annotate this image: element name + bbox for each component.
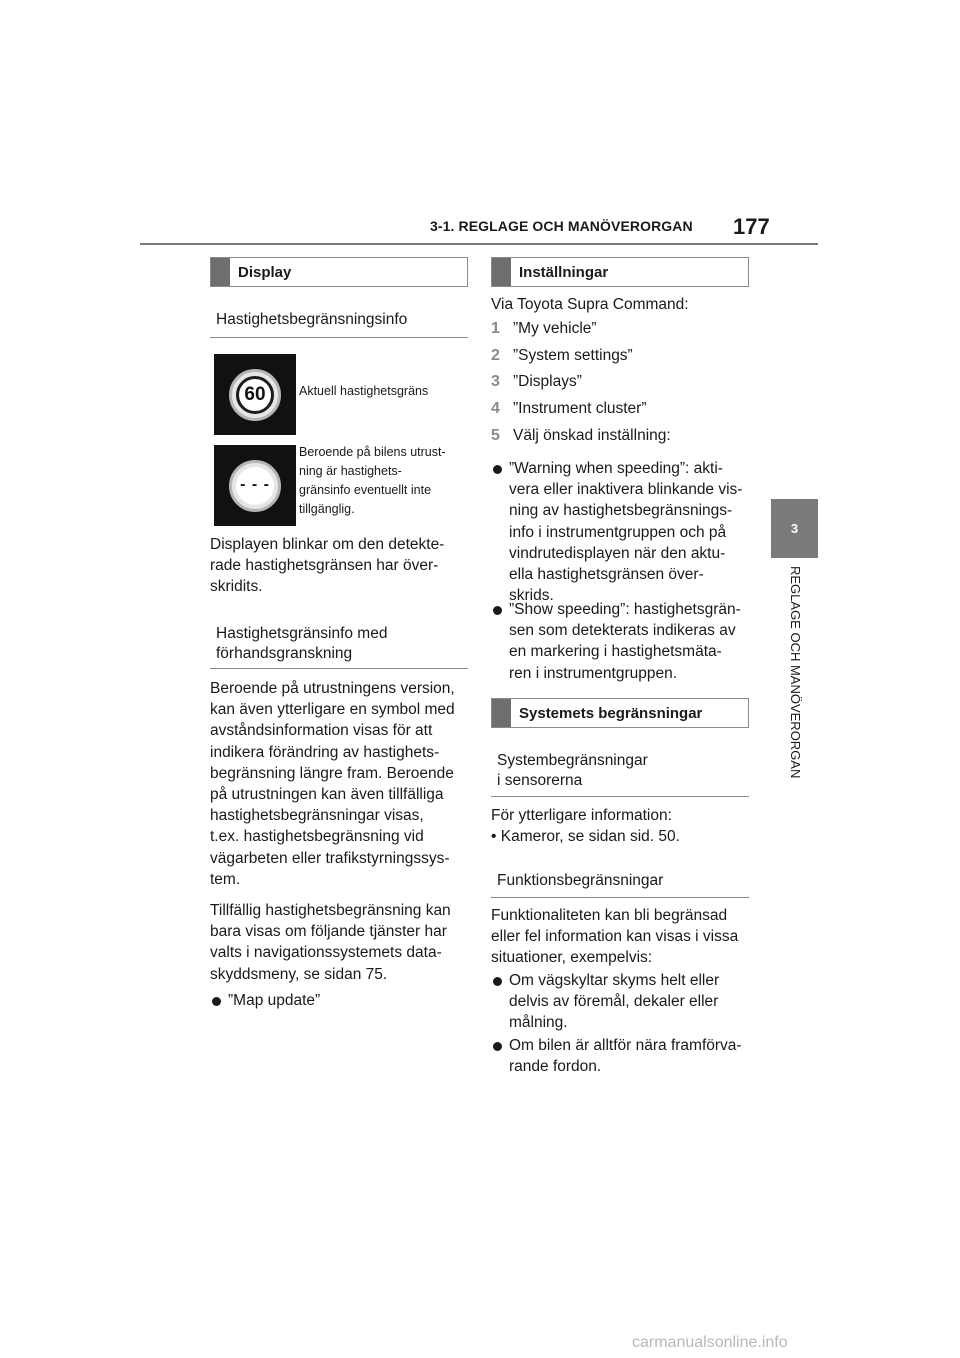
bullet-icon <box>493 465 502 474</box>
no-limit-image <box>214 445 296 526</box>
image-caption-unavailable: Beroende på bilens utrust- ning är hastighets- gränsinfo eventuellt inte tillgänglig. <box>299 445 446 516</box>
subheading-function-limits: Funktionsbegränsningar <box>491 871 749 898</box>
bullet-warning-speeding: ”Warning when speeding”: akti- vera eller inaktivera blinkande vis- ning av hastighetsbegränsnings- info i instrumentgruppen och på vindrutedisplayen när den aktu- ella hastighetsgränsen över- skrids. <box>509 460 743 605</box>
step-item: 1 ”My vehicle” <box>491 320 597 337</box>
camera-reference: • Kameror, se sidan sid. 50. <box>491 828 680 845</box>
speed-sign-unavailable-icon: - - - <box>229 460 281 512</box>
bullet-icon <box>212 997 221 1006</box>
subheading-sensor-limits: Systembegränsningar i sensorerna <box>491 751 749 797</box>
step-item: 4 ”Instrument cluster” <box>491 400 647 418</box>
chapter-tab: 3 <box>771 499 818 558</box>
subheading-preview: Hastighetsgränsinfo med förhandsgranskning <box>210 624 468 669</box>
section-header-settings: Inställningar <box>491 257 749 287</box>
header-title: 3-1. REGLAGE OCH MANÖVERORGAN <box>430 218 693 234</box>
paragraph-temporary-limit: Tillfällig hastighetsbegränsning kan bara visas om följande tjänster har valts i navigationssystemets data- skyddsmeny, se sidan 75. <box>210 902 451 983</box>
bullet-icon <box>493 977 502 986</box>
subheading-speed-limit-info: Hastighetsbegränsningsinfo <box>210 310 468 338</box>
step-item: 5 Välj önskad inställning: <box>491 426 671 444</box>
paragraph-functionality: Funktionaliteten kan bli begränsad eller fel information kan visas i vissa situationer, exempelvis: <box>491 907 739 967</box>
bullet-icon <box>493 1042 502 1051</box>
bullet-map-update: ”Map update” <box>228 992 321 1009</box>
paragraph-flashing: Displayen blinkar om den detekte- rade hastighetsgränsen har över- skridits. <box>210 536 445 596</box>
image-caption-current-limit: Aktuell hastighetsgräns <box>299 384 429 398</box>
page-number: 177 <box>733 214 770 239</box>
speed-sign-60-icon: 60 <box>229 369 281 421</box>
section-header-limits: Systemets begränsningar <box>491 698 749 728</box>
bullet-close-vehicle: Om bilen är alltför nära framförva- rande fordon. <box>509 1037 742 1076</box>
speed-limit-image <box>214 354 296 435</box>
step-item: 3 ”Displays” <box>491 373 582 391</box>
bullet-show-speeding: ”Show speeding”: hastighetsgrän- sen som detekterats indikeras av en markering i hastighetsmäta- ren i instrumentgruppen. <box>509 601 741 682</box>
paragraph-equipment: Beroende på utrustningens version, kan även ytterligare en symbol med avståndsinformation visas för att indikera förändring av hastighets- begränsning längre fram. Beroende på utrustningen kan även tillfälliga hastighetsbegränsningar visas, t.ex. hastighetsbegränsning vid vägarbeten eller trafikstyrningssys- tem. <box>210 680 455 888</box>
chapter-tab-label: REGLAGE OCH MANÖVERORGAN <box>787 566 803 779</box>
steps-list <box>491 318 671 451</box>
section-header-display: Display <box>210 257 468 287</box>
step-item: 2 ”System settings” <box>491 346 633 364</box>
bullet-icon <box>493 606 502 615</box>
bullet-signs-obscured: Om vägskyltar skyms helt eller delvis av föremål, dekaler eller målning. <box>509 972 720 1032</box>
header-rule <box>140 243 818 245</box>
further-info: För ytterligare information: <box>491 807 672 824</box>
via-command: Via Toyota Supra Command: <box>491 296 689 313</box>
watermark: carmanualsonline.info <box>632 1334 788 1351</box>
